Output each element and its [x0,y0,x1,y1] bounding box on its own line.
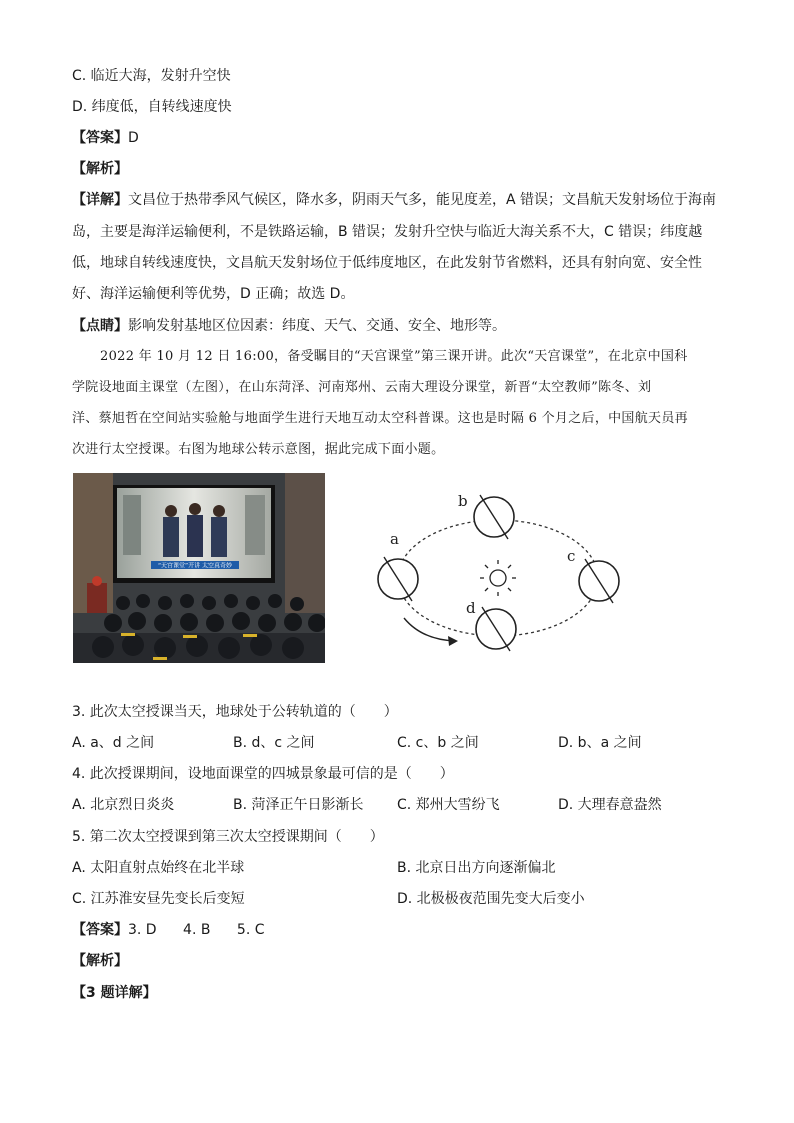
prev-option-c: C. 临近大海，发射升空快 [72,68,231,84]
answers-row [72,920,265,940]
earth-position-a [378,557,418,601]
label-a: a [390,530,399,548]
passage-line-4: 次进行太空授课。右图为地球公转示意图，据此完成下面小题。 [72,442,445,457]
sun-icon [480,560,516,596]
prev-option-d: D. 纬度低，自转线速度快 [72,99,232,115]
prev-detail-line-4: 好、海洋运输便利等优势，D 正确；故选 D。 [72,286,355,302]
classroom-photo [73,473,325,663]
answers-label: 【答案】 [72,922,128,938]
earth-revolution-diagram [360,478,640,678]
label-c: c [567,547,576,565]
passage-line-1: 2022 年 10 月 12 日 16:00，备受瞩目的“天宫课堂”第三课开讲。此次“天宫课堂”，在北京中国科 [100,349,688,364]
tip-text: 影响发射基地区位因素：纬度、天气、交通、安全、地形等。 [128,318,506,334]
answer-q4: 4. B [183,922,211,938]
q3-option-c[interactable]: C. c、b 之间 [397,735,479,751]
passage-line-2: 学院设地面主课堂（左图），在山东菏泽、河南郑州、云南大理设分课堂，新晋“太空教师”陈冬、刘 [72,380,652,395]
screen-banner-text: “天宫课堂”开讲 太空真奇妙 [157,562,233,570]
earth-position-d [476,607,516,651]
prev-answer [72,128,139,148]
passage-line-3: 洋、蔡旭哲在空间站实验舱与地面学生进行天地互动太空科普课。这也是时隔 6 个月之后，中国航天员再 [72,411,688,426]
q3-option-a[interactable]: A. a、d 之间 [72,735,155,751]
q4-option-a[interactable]: A. 北京烈日炎炎 [72,797,175,813]
label-b: b [458,492,468,510]
q4-option-b[interactable]: B. 菏泽正午日影渐长 [233,797,364,813]
detail-label: 【详解】 [72,192,128,208]
q3-detail-heading [72,983,157,1003]
analysis-label: 【解析】 [72,161,128,177]
q5-option-a[interactable]: A. 太阳直射点始终在北半球 [72,860,245,876]
label-d: d [466,599,476,617]
q4-option-c[interactable]: C. 郑州大雪纷飞 [397,797,500,813]
earth-position-c [579,559,619,603]
arrow-head-icon [448,636,458,646]
answer-q3: 3. D [128,922,157,938]
q5-option-d[interactable]: D. 北极极夜范围先变大后变小 [397,891,585,907]
q5-option-c[interactable]: C. 江苏淮安昼先变长后变短 [72,891,245,907]
prev-detail-line-1 [72,190,716,210]
question-5-stem: 5. 第二次太空授课到第三次太空授课期间（ ） [72,829,384,845]
q3-option-b[interactable]: B. d、c 之间 [233,735,315,751]
tip-label: 【点睛】 [72,318,128,334]
answer-q5: 5. C [236,922,265,938]
q3-option-d[interactable]: D. b、a 之间 [558,735,642,751]
prev-analysis-label [72,159,128,179]
q3-detail-label: 【3 题详解】 [72,985,157,1001]
classroom-illustration [73,473,325,663]
prev-tip [72,316,506,336]
prev-detail-line-2: 岛，主要是海洋运输便利，不是铁路运输，B 错误；发射升空快与临近大海关系不大，C 错误；纬度越 [72,224,703,240]
question-3-stem: 3. 此次太空授课当天，地球处于公转轨道的（ ） [72,704,398,720]
answer-value: D [128,130,139,146]
answer-label: 【答案】 [72,130,128,146]
answers-analysis [72,951,128,971]
prev-detail-line-3: 低，地球自转线速度快，文昌航天发射场位于低纬度地区，在此发射节省燃料，还具有射向宽、安全性 [72,255,702,271]
answers-analysis-label: 【解析】 [72,953,128,969]
q5-option-b[interactable]: B. 北京日出方向逐渐偏北 [397,860,556,876]
question-4-stem: 4. 此次授课期间，设地面课堂的四城景象最可信的是（ ） [72,766,454,782]
q4-option-d[interactable]: D. 大理春意盎然 [558,797,662,813]
earth-position-b [474,495,514,539]
detail-text: 文昌位于热带季风气候区，降水多，阴雨天气多，能见度差，A 错误；文昌航天发射场位于海南 [128,192,717,208]
